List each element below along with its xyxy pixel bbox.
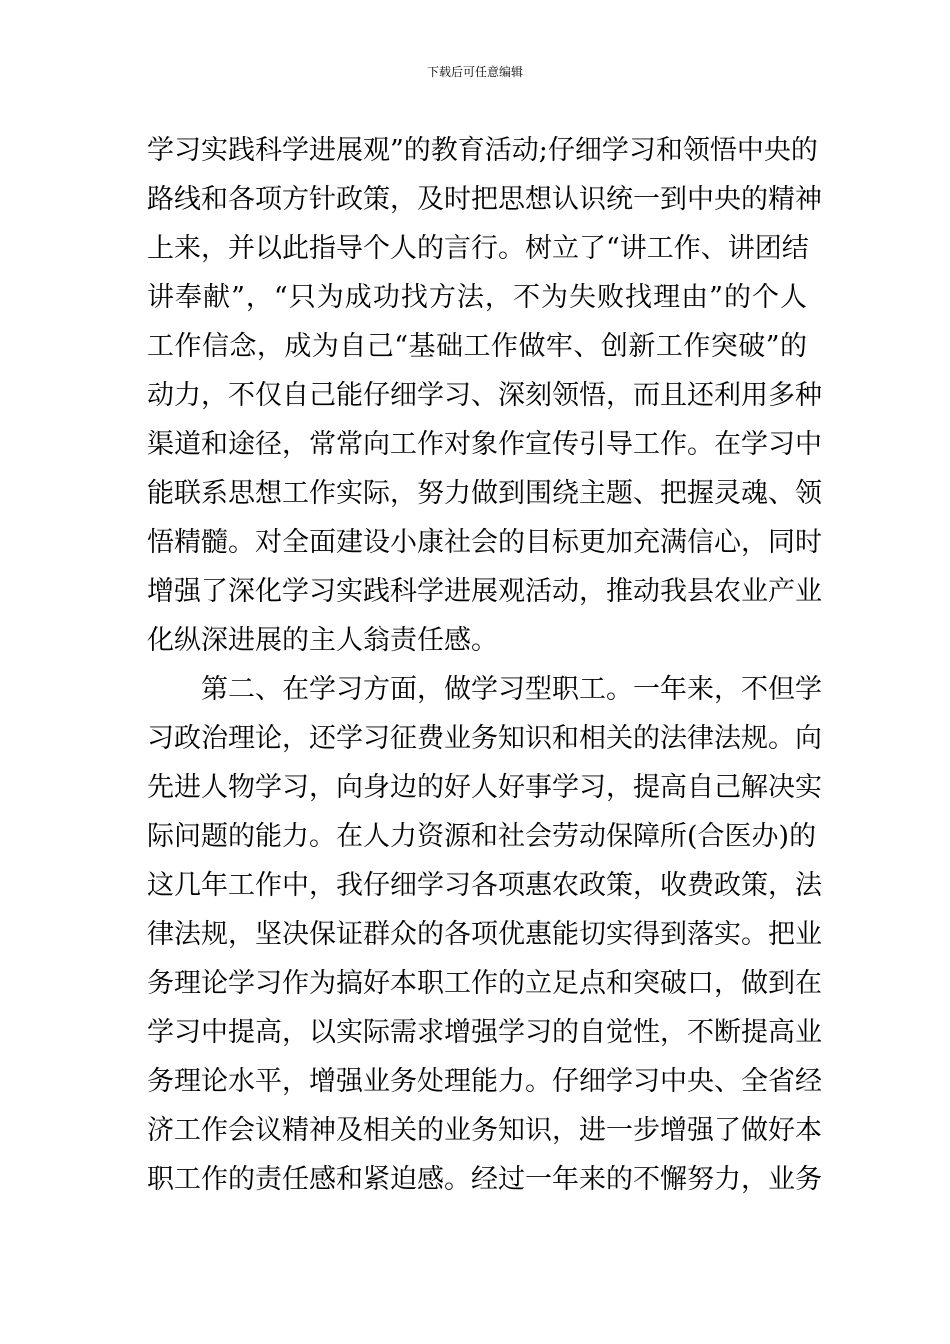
- text-line: 职工作的责任感和紧迫感。经过一年来的不懈努力，业务: [147, 1164, 822, 1195]
- text-line: 悟精髓。对全面建设小康社会的目标更加充满信心，同时: [147, 527, 822, 558]
- text-line: 学习中提高，以实际需求增强学习的自觉性，不断提高业: [147, 1017, 822, 1048]
- text-line: 工作信念，成为自己“基础工作做牢、创新工作突破”的: [147, 331, 807, 362]
- text-line: 渠道和途径，常常向工作对象作宣传引导工作。在学习中: [147, 429, 822, 460]
- text-line: 务理论水平，增强业务处理能力。仔细学习中央、全省经: [147, 1066, 822, 1097]
- text-line: 先进人物学习，向身边的好人好事学习，提高自己解决实: [147, 772, 822, 803]
- text-line: 务理论学习作为搞好本职工作的立足点和突破口，做到在: [147, 968, 822, 999]
- text-line: 习政治理论，还学习征费业务知识和相关的法律法规。向: [147, 723, 822, 754]
- text-line: 能联系思想工作实际，努力做到围绕主题、把握灵魂、领: [147, 478, 822, 509]
- text-line: 上来，并以此指导个人的言行。树立了“讲工作、讲团结: [147, 233, 809, 264]
- text-line: 律法规，坚决保证群众的各项优惠能切实得到落实。把业: [147, 919, 822, 950]
- text-line: 这几年工作中，我仔细学习各项惠农政策，收费政策，法: [147, 870, 822, 901]
- body-text: [147, 126, 822, 1204]
- text-line: 际问题的能力。在人力资源和社会劳动保障所(合医办)的: [147, 821, 817, 852]
- paragraph-2: [147, 665, 822, 1204]
- text-line: 化纵深进展的主人翁责任感。: [147, 625, 498, 656]
- header-note: 下载后可任意编辑: [426, 65, 523, 79]
- text-line: 讲奉献”，“只为成功找方法，不为失败找理由”的个人: [147, 282, 807, 313]
- text-line: 第二、在学习方面，做学习型职工。一年来，不但学: [201, 674, 822, 705]
- text-line: 增强了深化学习实践科学进展观活动，推动我县农业产业: [147, 576, 822, 607]
- text-line: 学习实践科学进展观”的教育活动;仔细学习和领悟中央的: [147, 135, 818, 166]
- paragraph-1: [147, 126, 822, 665]
- text-line: 动力，不仅自己能仔细学习、深刻领悟，而且还利用多种: [147, 380, 822, 411]
- text-line: 路线和各项方针政策，及时把思想认识统一到中央的精神: [147, 184, 822, 215]
- text-line: 济工作会议精神及相关的业务知识，进一步增强了做好本: [147, 1115, 822, 1146]
